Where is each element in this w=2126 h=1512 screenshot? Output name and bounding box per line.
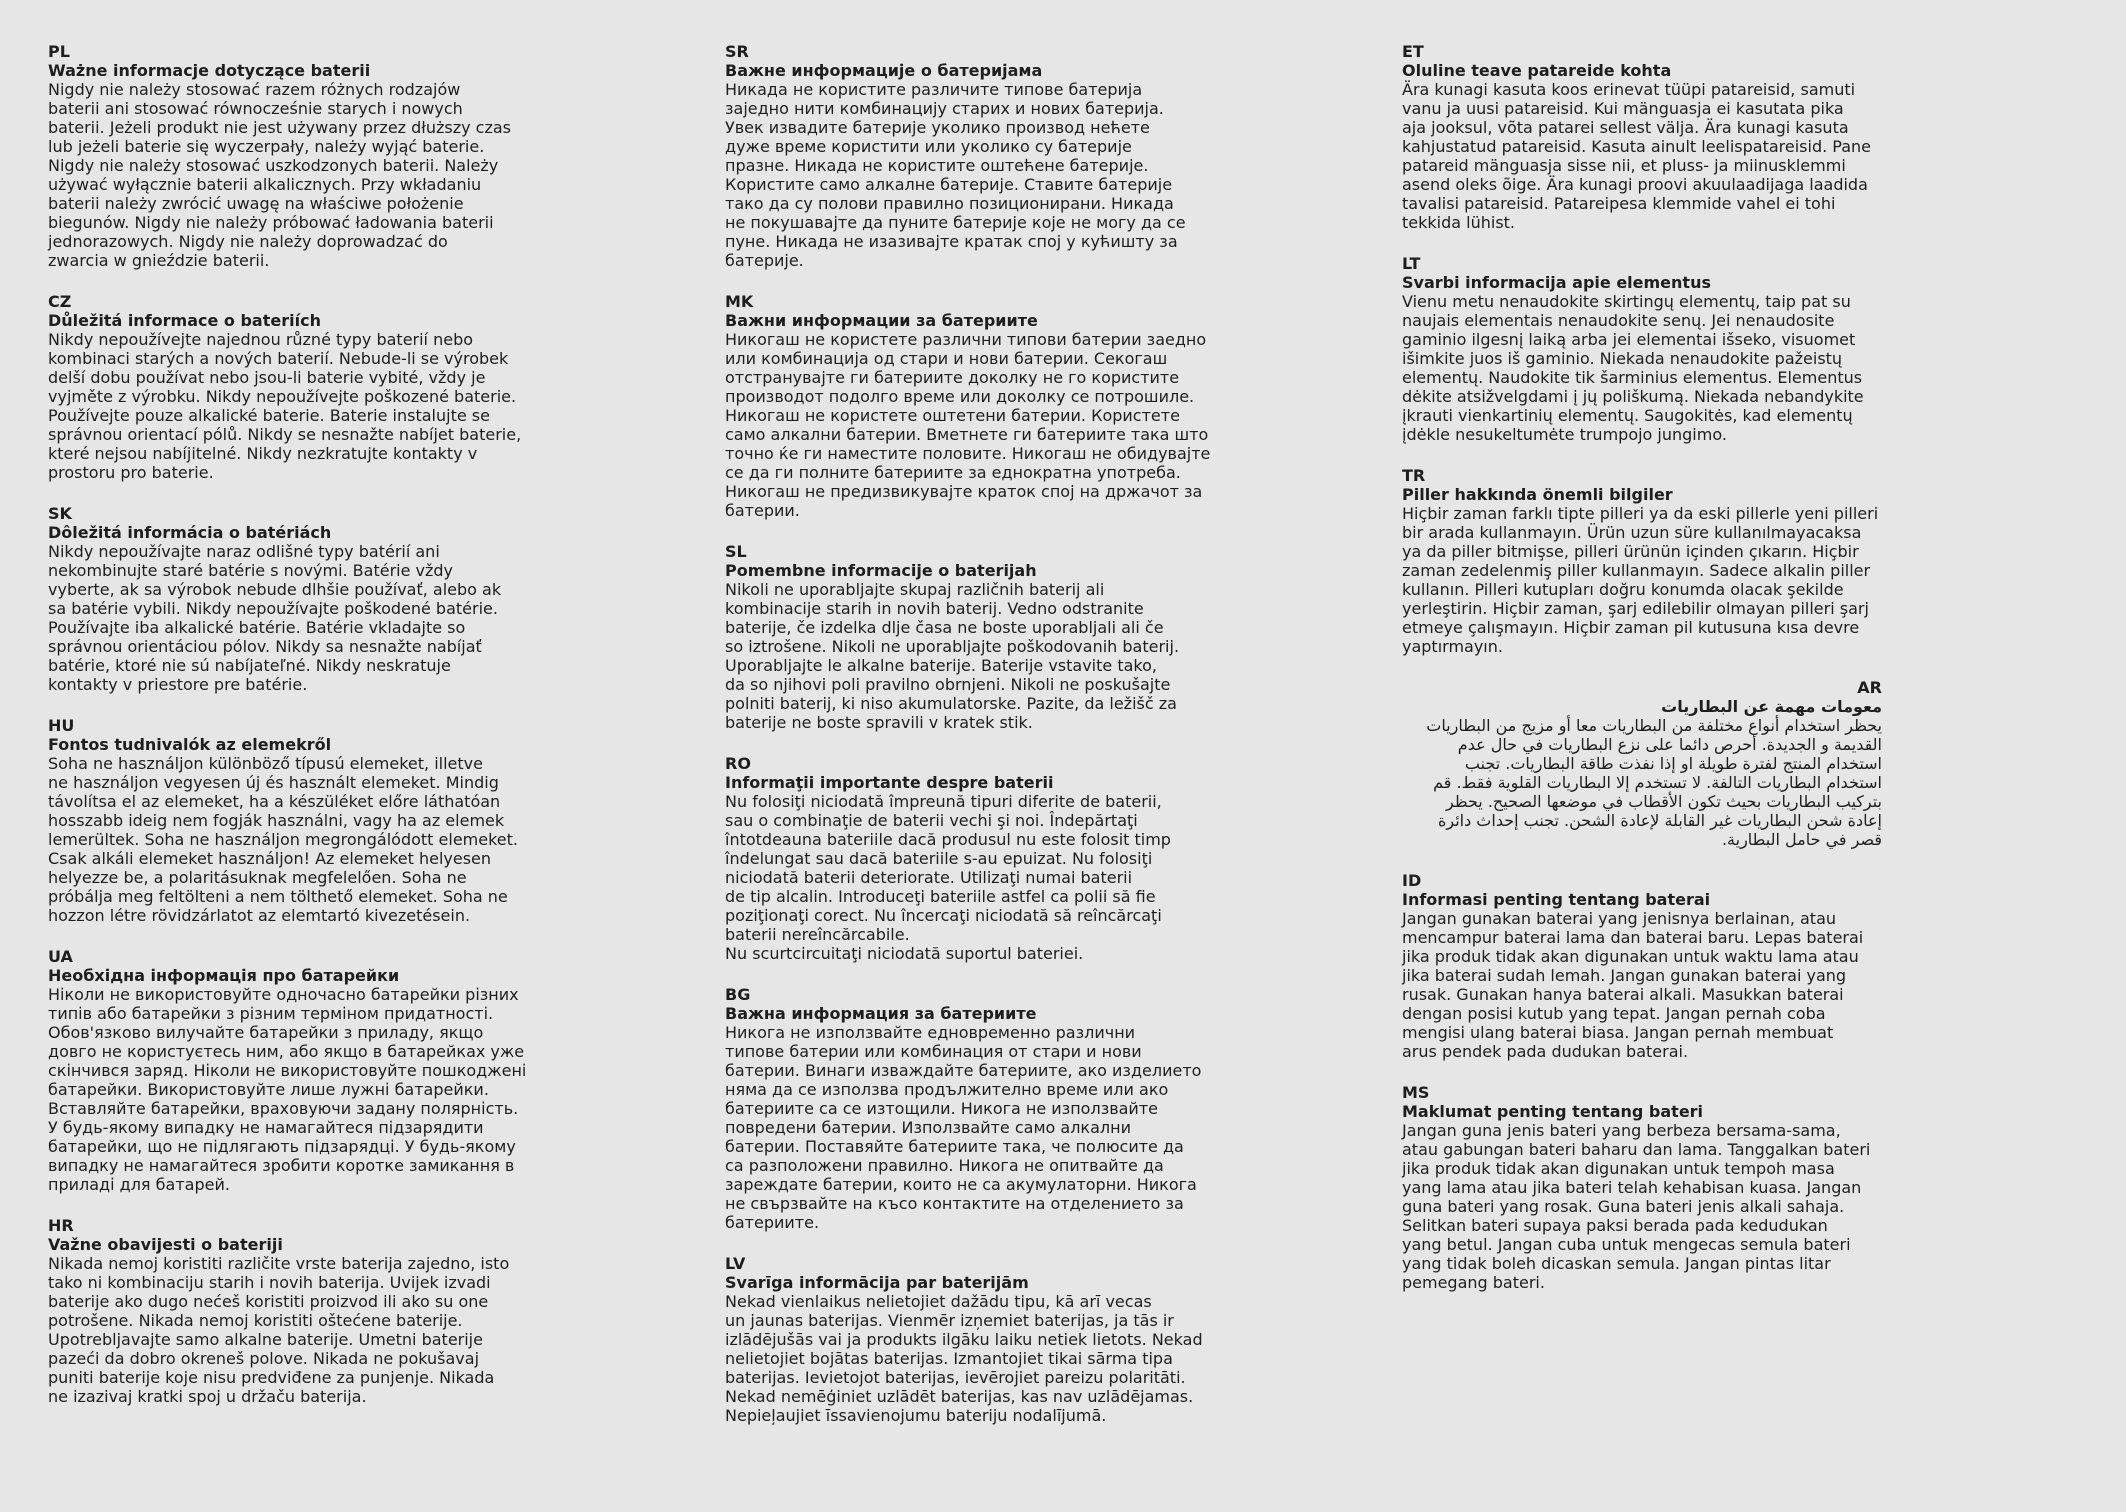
body-text-line: Nekad nemēģiniet uzlādēt baterijas, kas nav uzlādējamas. bbox=[725, 1387, 1194, 1406]
section-heading: Необхідна інформація про батарейки bbox=[48, 966, 400, 985]
language-code: ET bbox=[1402, 42, 1424, 61]
body-text-line: kahjustatud patareisid. Kasuta ainult leelispatareisid. Pane bbox=[1402, 137, 1871, 156]
body-text-line: точно ќе ги наместите половите. Никогаш не обидувајте bbox=[725, 444, 1211, 463]
body-text-line: kombinacije starih in novih baterij. Vedno odstranite bbox=[725, 599, 1144, 618]
body-text-line: biegunów. Nigdy nie należy próbować ładowania baterii bbox=[48, 213, 494, 232]
body-text-line: delší dobu používat nebo jsou-li baterie vybité, vždy je bbox=[48, 368, 486, 387]
body-text-line: типів або батарейки з різним терміном придатності. bbox=[48, 1004, 494, 1023]
language-code: LT bbox=[1402, 254, 1421, 273]
body-text-line: батерии. Винаги изваждайте батериите, ако изделието bbox=[725, 1061, 1202, 1080]
body-text-line: استخدام المنتج لفترة طويلة او إذا نفذت طاقة البطاريات. تجنب bbox=[1464, 754, 1882, 773]
language-section-lv bbox=[725, 1254, 1205, 1425]
section-heading: Maklumat penting tentang bateri bbox=[1402, 1102, 1704, 1121]
body-text-line: Selitkan bateri supaya paksi berada pada kedudukan bbox=[1402, 1216, 1828, 1235]
section-body bbox=[48, 754, 528, 925]
body-text-line: Никогаш не користете различни типови батерии заедно bbox=[725, 330, 1207, 349]
section-heading: Важна информация за батериите bbox=[725, 1004, 1037, 1023]
body-text-line: vyjměte z výrobku. Nikdy nepoužívejte poškozené baterie. bbox=[48, 387, 517, 406]
section-body bbox=[725, 330, 1211, 520]
body-text-line: няма да се използва продължително време или ако bbox=[725, 1080, 1169, 1099]
body-text-line: заједно нити комбинацију старих и нових батерија. bbox=[725, 99, 1164, 118]
body-text-line: poziţionaţi corect. Nu încercaţi niciodată să reîncărcaţi bbox=[725, 906, 1162, 925]
body-text-line: yaptırmayın. bbox=[1402, 637, 1503, 656]
body-text-line: Soha ne használjon különböző típusú elemeket, illetve bbox=[48, 754, 483, 773]
body-text-line: da so njihovi poli pravilno obrnjeni. Nikoli ne poskušajte bbox=[725, 675, 1171, 694]
body-text-line: القديمة و الجديدة. أحرص دائما على نزع البطاريات في حال عدم bbox=[1457, 735, 1882, 754]
body-text-line: приладі для батарей. bbox=[48, 1175, 230, 1194]
body-text-line: jika produk tidak akan digunakan untuk tempoh masa bbox=[1402, 1159, 1835, 1178]
body-text-line: mencampur baterai lama dan baterai baru. Lepas baterai bbox=[1402, 928, 1864, 947]
body-text-line: întotdeauna bateriile dacă produsul nu este folosit timp bbox=[725, 830, 1171, 849]
language-section-sl bbox=[725, 542, 1205, 732]
body-text-line: kontakty v priestore pre batérie. bbox=[48, 675, 308, 694]
body-text-line: jednorazowych. Nigdy nie należy doprowadzać do bbox=[48, 232, 448, 251]
body-text-line: baterije, če izdelka dlje časa ne boste uporabljali ali če bbox=[725, 618, 1164, 637]
language-code: MK bbox=[725, 292, 754, 311]
body-text-line: prostoru pro baterie. bbox=[48, 463, 214, 482]
body-text-line: батерии. Поставяйте батериите така, че полюсите да bbox=[725, 1137, 1184, 1156]
language-code: CZ bbox=[48, 292, 72, 311]
body-text-line: Nikdy nepoužívajte naraz odlišné typy batérií ani bbox=[48, 542, 440, 561]
body-text-line: sa batérie vybili. Nikdy nepoužívajte poškodené batérie. bbox=[48, 599, 498, 618]
language-section-hr bbox=[48, 1216, 528, 1406]
body-text-line: pemegang bateri. bbox=[1402, 1273, 1545, 1292]
language-section-id bbox=[1402, 871, 1882, 1061]
body-text-line: nekombinujte staré batérie s novými. Batérie vždy bbox=[48, 561, 454, 580]
language-code: SR bbox=[725, 42, 749, 61]
body-text-line: Никогаш не користете оштетени батерии. Користете bbox=[725, 406, 1180, 425]
body-text-line: Ніколи не використовуйте одночасно батарейки різних bbox=[48, 985, 519, 1004]
body-text-line: Nikada nemoj koristiti različite vrste baterija zajedno, isto bbox=[48, 1254, 510, 1273]
section-body bbox=[725, 1292, 1205, 1425]
language-section-ro bbox=[725, 754, 1205, 963]
body-text-line: yang betul. Jangan cuba untuk mengecas semula bateri bbox=[1402, 1235, 1851, 1254]
section-heading: Svarbi informacija apie elementus bbox=[1402, 273, 1711, 292]
section-body bbox=[1402, 909, 1882, 1061]
language-code: PL bbox=[48, 42, 70, 61]
body-text-line: távolítsa el az elemeket, ha a készüléket előre láthatóan bbox=[48, 792, 501, 811]
body-text-line: са разположени правилно. Никога не опитвайте да bbox=[725, 1156, 1164, 1175]
section-heading: Важне информације о батеријама bbox=[725, 61, 1043, 80]
section-heading: Piller hakkında önemli bilgiler bbox=[1402, 485, 1673, 504]
language-code: LV bbox=[725, 1254, 746, 1273]
section-body bbox=[725, 580, 1205, 732]
body-text-line: Nu folosiţi niciodată împreună tipuri diferite de baterii, bbox=[725, 792, 1162, 811]
language-code: SL bbox=[725, 542, 747, 561]
body-text-line: hozzon létre rövidzárlatot az elemtartó kivezetésein. bbox=[48, 906, 471, 925]
body-text-line: sau o combinaţie de baterii vechi şi noi. Îndepărtaţi bbox=[725, 811, 1138, 830]
body-text-line: батарейки, що не підлягають підзарядці. У будь-якому bbox=[48, 1137, 516, 1156]
body-text-line: vyberte, ak sa výrobok nebude dlhšie používať, alebo ak bbox=[48, 580, 502, 599]
body-text-line: helyezze be, a polaritásuknak megfelelően. Soha ne bbox=[48, 868, 467, 887]
body-text-line: baterije ne boste spravili v kratek stik. bbox=[725, 713, 1033, 732]
body-text-line: lemerültek. Soha ne használjon megrongálódott elemeket. bbox=[48, 830, 518, 849]
section-heading: Informasi penting tentang baterai bbox=[1402, 890, 1711, 909]
body-text-line: elementų. Naudokite tik šarminius elementus. Elementus bbox=[1402, 368, 1863, 387]
body-text-line: używać wyłącznie baterii alkalicznych. Przy wkładaniu bbox=[48, 175, 482, 194]
body-text-line: повредени батерии. Използвайте само алкални bbox=[725, 1118, 1131, 1137]
body-text-line: próbálja meg feltölteni a nem tölthető elemeket. Soha ne bbox=[48, 887, 508, 906]
body-text-line: yang lama atau jika bateri telah kehabisan kuasa. Jangan bbox=[1402, 1178, 1862, 1197]
body-text-line: дуже време користити или уколико су батерије bbox=[725, 137, 1132, 156]
language-code: HR bbox=[48, 1216, 74, 1235]
body-text-line: ne izazivaj kratki spoj u držaču baterija. bbox=[48, 1387, 367, 1406]
body-text-line: Jangan gunakan baterai yang jenisnya berlainan, atau bbox=[1402, 909, 1837, 928]
body-text-line: etmeye çalışmayın. Hiçbir zaman pil kutusuna kısa devre bbox=[1402, 618, 1860, 637]
language-section-ar bbox=[1402, 678, 1882, 849]
body-text-line: зареждате батерии, които не са акумулаторни. Никога bbox=[725, 1175, 1197, 1194]
body-text-line: Nu scurtcircuitaţi niciodată suportul bateriei. bbox=[725, 944, 1084, 963]
body-text-line: Upotrebljavajte samo alkalne baterije. Umetni baterije bbox=[48, 1330, 483, 1349]
body-text-line: Používajte iba alkalické batérie. Batérie vkladajte so bbox=[48, 618, 466, 637]
section-body bbox=[725, 1023, 1205, 1232]
body-text-line: Používejte pouze alkalické baterie. Baterie instalujte se bbox=[48, 406, 490, 425]
language-section-lt bbox=[1402, 254, 1882, 444]
body-text-line: типове батерии или комбинация от стари и нови bbox=[725, 1042, 1142, 1061]
section-body bbox=[48, 985, 528, 1194]
body-text-line: батерије. bbox=[725, 251, 804, 270]
body-text-line: naujais elementais nenaudokite senų. Jei nenaudosite bbox=[1402, 311, 1835, 330]
body-text-line: so iztrošene. Nikoli ne uporabljajte poškodovanih baterij. bbox=[725, 637, 1180, 656]
language-section-tr bbox=[1402, 466, 1882, 656]
section-body bbox=[725, 80, 1205, 270]
body-text-line: batérie, ktoré nie sú nabíjateľné. Nikdy neskratuje bbox=[48, 656, 451, 675]
body-text-line: atau gabungan bateri baharu dan lama. Tanggalkan bateri bbox=[1402, 1140, 1871, 1159]
language-section-bg bbox=[725, 985, 1205, 1232]
body-text-line: استخدام البطاريات التالفة. لا تستخدم إلا البطاريات القلوية فقط. قم bbox=[1433, 773, 1882, 792]
section-heading: Dôležitá informácia o batériách bbox=[48, 523, 332, 542]
body-text-line: baterii. Jeżeli produkt nie jest używany przez dłuższy czas bbox=[48, 118, 512, 137]
body-text-line: Jangan guna jenis bateri yang berbeza bersama-sama, bbox=[1402, 1121, 1841, 1140]
section-body bbox=[48, 80, 528, 270]
language-code: TR bbox=[1402, 466, 1426, 485]
body-text-line: скінчився заряд. Ніколи не використовуйте пошкоджені bbox=[48, 1061, 527, 1080]
section-body bbox=[1402, 716, 1882, 849]
body-text-line: bir arada kullanmayın. Ürün uzun süre kullanılmayacaksa bbox=[1402, 523, 1862, 542]
body-text-line: mengisi ulang baterai biasa. Jangan pernah membuat bbox=[1402, 1023, 1834, 1042]
body-text-line: само алкални батерии. Вметнете ги батериите така што bbox=[725, 425, 1209, 444]
language-section-ua bbox=[48, 947, 528, 1194]
body-text-line: tavalisi patareisid. Patareipesa klemmide vahel ei tohi bbox=[1402, 194, 1836, 213]
body-text-line: Nikdy nepoužívejte najednou různé typy baterií nebo bbox=[48, 330, 474, 349]
language-code: BG bbox=[725, 985, 751, 1004]
body-text-line: hosszabb ideig nem fogják használni, vagy ha az elemek bbox=[48, 811, 505, 830]
body-text-line: يحظر استخدام أنواع مختلفة من البطاريات معا أو مزيج من البطاريات bbox=[1426, 716, 1882, 735]
language-code: ID bbox=[1402, 871, 1422, 890]
body-text-line: de tip alcalin. Introduceţi bateriile astfel ca polii să fie bbox=[725, 887, 1156, 906]
body-text-line: Vienu metu nenaudokite skirtingų elementų, taip pat su bbox=[1402, 292, 1851, 311]
language-section-pl bbox=[48, 42, 528, 270]
language-code: UA bbox=[48, 947, 73, 966]
body-text-line: Користите само алкалне батерије. Ставите батерије bbox=[725, 175, 1173, 194]
body-text-line: إعادة شحن البطاريات غير القابلة لإعادة الشحن. تجنب إحداث دائرة bbox=[1437, 811, 1882, 830]
body-text-line: asend oleks õige. Ära kunagi proovi akuulaadijaga laadida bbox=[1402, 175, 1868, 194]
section-body bbox=[1402, 1121, 1882, 1292]
body-text-line: yang tidak boleh dicaskan semula. Jangan pintas litar bbox=[1402, 1254, 1831, 1273]
body-text-line: pazeći da dobro okreneš polove. Nikada ne pokušavaj bbox=[48, 1349, 480, 1368]
body-text-line: или комбинација од стари и нови батерии. Секогаш bbox=[725, 349, 1168, 368]
language-code: HU bbox=[48, 716, 75, 735]
language-section-sk bbox=[48, 504, 528, 694]
body-text-line: батерии. bbox=[725, 501, 800, 520]
language-code: AR bbox=[1857, 678, 1882, 697]
body-text-line: Uporabljajte le alkalne baterije. Baterije vstavite tako, bbox=[725, 656, 1157, 675]
section-heading: Важни информации за батериите bbox=[725, 311, 1038, 330]
body-text-line: tekkida lühist. bbox=[1402, 213, 1516, 232]
body-text-line: lub jeżeli baterie się wyczerpały, należy wyjąć baterie. bbox=[48, 137, 485, 156]
body-text-line: įdėkle nesukeltumėte trumpojo jungimo. bbox=[1402, 425, 1727, 444]
column-2 bbox=[725, 42, 1211, 1447]
body-text-line: довго не користуєтесь ним, або якщо в батарейках уже bbox=[48, 1042, 525, 1061]
body-text-line: baterii nereîncărcabile. bbox=[725, 925, 910, 944]
section-body bbox=[1402, 292, 1882, 444]
body-text-line: správnou orientáciou pólov. Nikdy sa nesnažte nabíjať bbox=[48, 637, 482, 656]
body-text-line: kombinaci starých a nových baterií. Nebude-li se výrobek bbox=[48, 349, 509, 368]
body-text-line: puniti baterije koje nisu predviđene za punjenje. Nikada bbox=[48, 1368, 495, 1387]
body-text-line: Csak alkáli elemeket használjon! Az elemeket helyesen bbox=[48, 849, 492, 868]
body-text-line: îndelungat sau dacă bateriile s-au epuizat. Nu folosiţi bbox=[725, 849, 1153, 868]
language-section-sr bbox=[725, 42, 1205, 270]
section-heading: Oluline teave patareide kohta bbox=[1402, 61, 1672, 80]
body-text-line: gaminio ilgesnį laiką arba jei elementai išseko, visuomet bbox=[1402, 330, 1856, 349]
body-text-line: dėkite atsižvelgdami į jų poliškumą. Niekada nebandykite bbox=[1402, 387, 1864, 406]
section-body bbox=[48, 330, 528, 482]
body-text-line: випадку не намагайтеся зробити коротке замикання в bbox=[48, 1156, 515, 1175]
language-section-et bbox=[1402, 42, 1882, 232]
body-text-line: un jaunas baterijas. Vienmēr izņemiet baterijas, ja tās ir bbox=[725, 1311, 1174, 1330]
body-text-line: празне. Никада не користите оштећене батерије. bbox=[725, 156, 1149, 175]
body-text-line: guna bateri yang rosak. Guna bateri jenis alkali sahaja. bbox=[1402, 1197, 1845, 1216]
section-body bbox=[1402, 80, 1882, 232]
language-section-cz bbox=[48, 292, 528, 482]
body-text-line: не покушавајте да пуните батерије које не могу да се bbox=[725, 213, 1186, 232]
section-heading: Fontos tudnivalók az elemekről bbox=[48, 735, 332, 754]
section-body bbox=[48, 1254, 528, 1406]
body-text-line: Nepieļaujiet īssavienojumu bateriju nodalījumā. bbox=[725, 1406, 1107, 1425]
language-code: SK bbox=[48, 504, 72, 523]
body-text-line: vanu ja uusi patareisid. Kui mänguasja ei kasutata pika bbox=[1402, 99, 1844, 118]
body-text-line: У будь-якому випадку не намагайтеся підзарядити bbox=[48, 1118, 484, 1137]
body-text-line: се да ги полните батериите за еднократна употреба. bbox=[725, 463, 1181, 482]
body-text-line: nelietojiet bojātas baterijas. Izmantojiet tikai sārma tipa bbox=[725, 1349, 1173, 1368]
body-text-line: potrošene. Nikada nemoj koristiti oštećene baterije. bbox=[48, 1311, 463, 1330]
body-text-line: Никогаш не предизвикувајте краток спој на држачот за bbox=[725, 482, 1203, 501]
body-text-line: Никога не използвайте едновременно различни bbox=[725, 1023, 1136, 1042]
body-text-line: отстранувајте ги батериите доколку не го користите bbox=[725, 368, 1180, 387]
body-text-line: не свързвайте на късо контактите на отделението за bbox=[725, 1194, 1184, 1213]
body-text-line: arus pendek pada dudukan baterai. bbox=[1402, 1042, 1689, 1061]
body-text-line: správnou orientací pólů. Nikdy se nesnažte nabíjet baterie, bbox=[48, 425, 522, 444]
body-text-line: yerleştirin. Hiçbir zaman, şarj edilebilir olmayan pilleri şarj bbox=[1402, 599, 1869, 618]
body-text-line: Увек извадите батерије уколико производ нећете bbox=[725, 118, 1150, 137]
body-text-line: polniti baterij, ki niso akumulatorske. Pazite, da ležišč za bbox=[725, 694, 1177, 713]
body-text-line: Ära kunagi kasuta koos erinevat tüüpi patareisid, samuti bbox=[1402, 80, 1856, 99]
body-text-line: išimkite juos iš gaminio. Niekada nenaudokite pažeistų bbox=[1402, 349, 1843, 368]
body-text-line: батериите са се изтощили. Никога не използвайте bbox=[725, 1099, 1158, 1118]
language-section-hu bbox=[48, 716, 528, 925]
body-text-line: Никада не користите различите типове батерија bbox=[725, 80, 1143, 99]
body-text-line: производот подолго време или доколку се потрошиле. bbox=[725, 387, 1195, 406]
language-section-ms bbox=[1402, 1083, 1882, 1292]
body-text-line: Обов'язково вилучайте батарейки з приладу, якщо bbox=[48, 1023, 484, 1042]
body-text-line: батериите. bbox=[725, 1213, 820, 1232]
body-text-line: rusak. Gunakan hanya baterai alkali. Masukkan baterai bbox=[1402, 985, 1844, 1004]
body-text-line: které nejsou nabíjitelné. Nikdy nezkratujte kontakty v bbox=[48, 444, 478, 463]
body-text-line: aja jooksul, võta patarei sellest välja. Ära kunagi kasuta bbox=[1402, 118, 1849, 137]
body-text-line: įkrauti vienkartinių elementų. Saugokitės, kad elementų bbox=[1402, 406, 1853, 425]
body-text-line: Hiçbir zaman farklı tipte pilleri ya da eski pillerle yeni pilleri bbox=[1402, 504, 1879, 523]
section-body bbox=[48, 542, 528, 694]
body-text-line: baterije ako dugo nećeš koristiti proizvod ili ako su one bbox=[48, 1292, 489, 1311]
body-text-line: niciodată baterii deteriorate. Utilizaţi numai baterii bbox=[725, 868, 1133, 887]
section-heading: Důležitá informace o bateriích bbox=[48, 311, 321, 330]
language-code: MS bbox=[1402, 1083, 1430, 1102]
section-heading: معومات مهمة عن البطاريات bbox=[1661, 697, 1882, 716]
body-text-line: Nekad vienlaikus nelietojiet dažādu tipu, kā arī vecas bbox=[725, 1292, 1152, 1311]
body-text-line: тако да су полови правилно позиционирани. Никада bbox=[725, 194, 1174, 213]
section-heading: Ważne informacje dotyczące baterii bbox=[48, 61, 371, 80]
section-body bbox=[725, 792, 1205, 963]
body-text-line: قصر في حامل البطارية. bbox=[1721, 830, 1882, 849]
body-text-line: izlādējušās vai ja produkts ilgāku laiku netiek lietots. Nekad bbox=[725, 1330, 1203, 1349]
body-text-line: пуне. Никада не изазивајте кратак спој у кућишту за bbox=[725, 232, 1178, 251]
body-text-line: baterii ani stosować równocześnie starych i nowych bbox=[48, 99, 463, 118]
body-text-line: zaman zedelenmiş piller kullanmayın. Sadece alkalin piller bbox=[1402, 561, 1871, 580]
body-text-line: patareid mänguasja sisse nii, et pluss- ja miinusklemmi bbox=[1402, 156, 1846, 175]
body-text-line: baterijas. Ievietojot baterijas, ievērojiet pareizu polaritāti. bbox=[725, 1368, 1186, 1387]
section-heading: Pomembne informacije o baterijah bbox=[725, 561, 1037, 580]
body-text-line: kullanın. Pilleri kutupları doğru konumda olacak şekilde bbox=[1402, 580, 1844, 599]
language-section-mk bbox=[725, 292, 1211, 520]
body-text-line: zwarcia w gnieździe baterii. bbox=[48, 251, 270, 270]
body-text-line: بتركيب البطاريات بحيث تكون الأقطاب في موضعها الصحيح. يحظر bbox=[1446, 792, 1882, 811]
section-heading: Informaţii importante despre baterii bbox=[725, 773, 1054, 792]
column-1 bbox=[48, 42, 528, 1428]
body-text-line: jika produk tidak akan digunakan untuk waktu lama atau bbox=[1402, 947, 1859, 966]
section-heading: Važne obavijesti o bateriji bbox=[48, 1235, 283, 1254]
column-3 bbox=[1402, 42, 1882, 1314]
body-text-line: dengan posisi kutub yang tepat. Jangan pernah coba bbox=[1402, 1004, 1826, 1023]
section-body bbox=[1402, 504, 1882, 656]
body-text-line: Nikoli ne uporabljajte skupaj različnih baterij ali bbox=[725, 580, 1105, 599]
body-text-line: tako ni kombinaciju starih i novih baterija. Uvijek izvadi bbox=[48, 1273, 491, 1292]
body-text-line: батарейки. Використовуйте лише лужні батарейки. bbox=[48, 1080, 489, 1099]
body-text-line: jika baterai sudah lemah. Jangan gunakan baterai yang bbox=[1402, 966, 1847, 985]
language-code: RO bbox=[725, 754, 751, 773]
body-text-line: baterii należy zwrócić uwagę na właściwe położenie bbox=[48, 194, 464, 213]
body-text-line: ya da piller bitmişse, pilleri ürünün içinden çıkarın. Hiçbir bbox=[1402, 542, 1859, 561]
body-text-line: Вставляйте батарейки, враховуючи задану полярність. bbox=[48, 1099, 519, 1118]
body-text-line: Nigdy nie należy stosować uszkodzonych baterii. Należy bbox=[48, 156, 499, 175]
body-text-line: ne használjon vegyesen új és használt elemeket. Mindig bbox=[48, 773, 499, 792]
section-heading: Svarīga informācija par baterijām bbox=[725, 1273, 1029, 1292]
body-text-line: Nigdy nie należy stosować razem różnych rodzajów bbox=[48, 80, 461, 99]
